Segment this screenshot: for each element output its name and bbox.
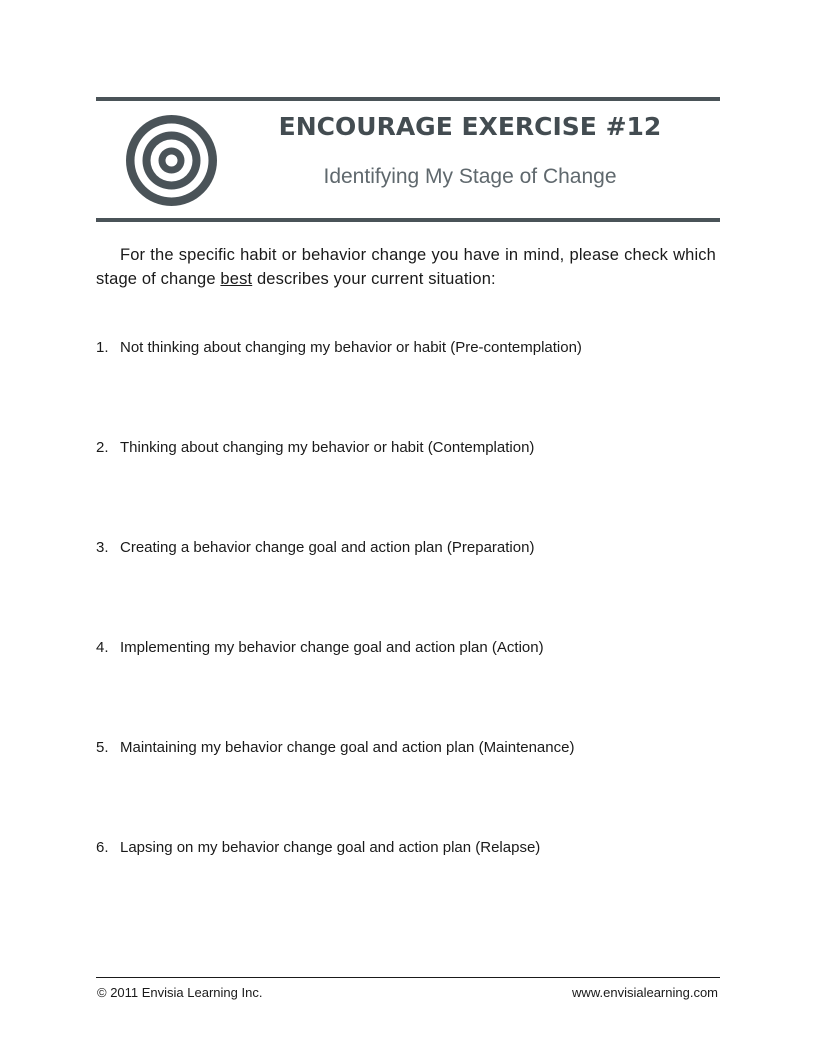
stage-number: 6. <box>96 839 109 856</box>
stage-label: Creating a behavior change goal and action plan (Preparation) <box>120 539 535 556</box>
stage-label: Lapsing on my behavior change goal and action plan (Relapse) <box>120 839 541 856</box>
stage-number: 3. <box>96 539 109 556</box>
intro-emphasis: best <box>220 270 253 288</box>
header-bottom-rule <box>96 218 720 222</box>
stage-item-5[interactable] <box>96 739 574 756</box>
page-subtitle: Identifying My Stage of Change <box>323 165 617 188</box>
footer-website-link[interactable]: www.envisialearning.com <box>572 985 718 1000</box>
stage-item-3[interactable] <box>96 539 534 556</box>
intro-text-after: describes your current situation: <box>252 270 496 288</box>
footer-copyright: © 2011 Envisia Learning Inc. <box>97 985 263 1000</box>
stage-number: 1. <box>96 339 109 356</box>
stage-label: Maintaining my behavior change goal and action plan (Maintenance) <box>120 739 575 756</box>
stage-item-1[interactable] <box>96 339 582 356</box>
intro-text-before: For the specific habit or behavior change you have in mind, please check which stage of change <box>96 246 716 288</box>
footer-rule <box>96 977 720 978</box>
intro-paragraph <box>96 243 716 291</box>
stage-label: Implementing my behavior change goal and action plan (Action) <box>120 639 544 656</box>
target-icon <box>126 115 217 206</box>
stage-label: Not thinking about changing my behavior or habit (Pre-contemplation) <box>120 339 582 356</box>
stage-number: 2. <box>96 439 109 456</box>
stage-item-4[interactable] <box>96 639 544 656</box>
stage-item-6[interactable] <box>96 839 540 856</box>
header-top-rule <box>96 97 720 101</box>
page-title: ENCOURAGE EXERCISE #12 <box>278 112 662 141</box>
stage-label: Thinking about changing my behavior or habit (Contemplation) <box>120 439 535 456</box>
stage-number: 4. <box>96 639 109 656</box>
stage-item-2[interactable] <box>96 439 534 456</box>
stage-number: 5. <box>96 739 109 756</box>
